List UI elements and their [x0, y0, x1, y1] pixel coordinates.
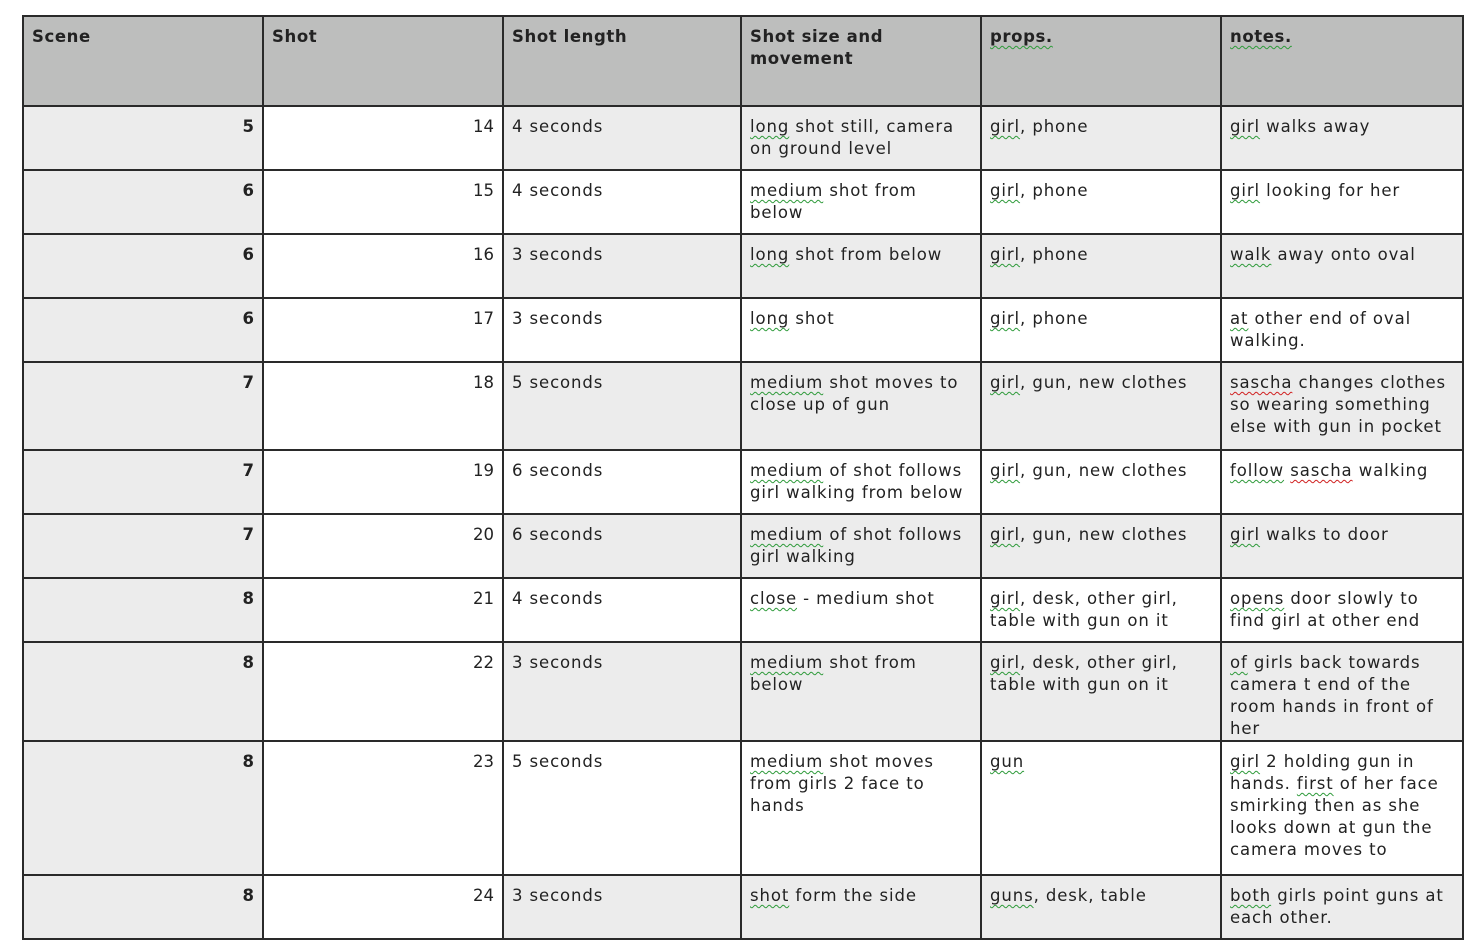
cell-text: , gun, new clothes [1020, 373, 1188, 392]
cell-text: shot moves from girls 2 face to hands [750, 752, 934, 815]
spellcheck-flagged-word: medium [750, 653, 824, 672]
header-notes [1221, 16, 1463, 106]
table-row [23, 106, 1463, 170]
cell-text: other end of oval walking. [1230, 309, 1412, 350]
cell-text: , phone [1020, 181, 1089, 200]
cell-text: , phone [1020, 309, 1089, 328]
spellcheck-flagged-word: opens [1230, 589, 1285, 608]
shot-cell: 15 [263, 170, 503, 234]
notes-cell [1221, 450, 1463, 514]
scene-cell: 7 [23, 514, 263, 578]
props-cell [981, 642, 1221, 741]
scene-cell: 6 [23, 298, 263, 362]
shot-cell: 17 [263, 298, 503, 362]
spellcheck-flagged-word: sascha [1230, 373, 1293, 392]
cell-text: of her face smirking then as she looks down at gun the camera moves to [1230, 774, 1439, 859]
shot-size-cell [741, 514, 981, 578]
spellcheck-flagged-word: girl [990, 525, 1021, 544]
table-row [23, 642, 1463, 741]
spellcheck-flagged-word: girl [1230, 181, 1261, 200]
cell-text: , gun, new clothes [1020, 525, 1188, 544]
scene-cell: 5 [23, 106, 263, 170]
props-cell [981, 450, 1221, 514]
shot-length-text: 5 seconds [512, 373, 604, 392]
cell-text: , desk, table [1033, 886, 1147, 905]
scene-cell: 8 [23, 875, 263, 939]
cell-text: changes clothes so wearing something else with gun in pocket [1230, 373, 1446, 436]
shot-size-cell [741, 450, 981, 514]
shot-length-text: 3 seconds [512, 653, 604, 672]
cell-text: shot from below [750, 653, 917, 694]
cell-text: girls back towards camera t end of the room hands in front of her [1230, 653, 1434, 738]
header-notes-label: notes. [1230, 27, 1292, 46]
shot-length-cell [503, 875, 741, 939]
notes-cell [1221, 875, 1463, 939]
spellcheck-flagged-word: guns [990, 886, 1034, 905]
table-row [23, 741, 1463, 875]
cell-text: shot still, camera on ground level [750, 117, 955, 158]
shot-length-text: 4 seconds [512, 589, 604, 608]
scene-cell: 7 [23, 362, 263, 450]
cell-text: girls point guns at each other. [1230, 886, 1444, 927]
table-row [23, 362, 1463, 450]
spellcheck-flagged-word: long [750, 117, 790, 136]
cell-text: shot moves to close up of gun [750, 373, 959, 414]
shot-length-cell [503, 106, 741, 170]
spellcheck-flagged-word: girl [990, 461, 1021, 480]
shot-cell: 22 [263, 642, 503, 741]
header-props [981, 16, 1221, 106]
table-body [23, 106, 1463, 939]
spellcheck-flagged-word: gun [990, 752, 1025, 771]
notes-cell [1221, 578, 1463, 642]
notes-cell [1221, 170, 1463, 234]
shot-length-cell [503, 741, 741, 875]
cell-text: away onto oval [1271, 245, 1416, 264]
shot-length-cell [503, 170, 741, 234]
spellcheck-flagged-word: long [750, 245, 790, 264]
table-row [23, 234, 1463, 298]
cell-text: walks to door [1260, 525, 1389, 544]
shot-cell: 23 [263, 741, 503, 875]
cell-text: walks away [1260, 117, 1371, 136]
spellcheck-flagged-word: long [750, 309, 790, 328]
shot-length-text: 4 seconds [512, 181, 604, 200]
props-cell [981, 298, 1221, 362]
spellcheck-flagged-word: girl [990, 373, 1021, 392]
shot-length-cell [503, 450, 741, 514]
cell-text: looking for her [1260, 181, 1401, 200]
cell-text: , desk, other girl, table with gun on it [990, 589, 1178, 630]
notes-cell [1221, 642, 1463, 741]
cell-text: , gun, new clothes [1020, 461, 1188, 480]
spellcheck-flagged-word: girl [990, 181, 1021, 200]
cell-text: , phone [1020, 117, 1089, 136]
shot-size-cell [741, 298, 981, 362]
props-cell [981, 362, 1221, 450]
shot-length-cell [503, 642, 741, 741]
notes-cell [1221, 298, 1463, 362]
props-cell [981, 234, 1221, 298]
shot-cell: 20 [263, 514, 503, 578]
shot-cell: 19 [263, 450, 503, 514]
shot-length-text: 6 seconds [512, 461, 604, 480]
shot-size-cell [741, 741, 981, 875]
spellcheck-flagged-word: girl [990, 117, 1021, 136]
shot-length-cell [503, 234, 741, 298]
table-header [23, 16, 1463, 106]
spellcheck-flagged-word: follow [1230, 461, 1285, 480]
scene-cell: 8 [23, 578, 263, 642]
shot-length-cell [503, 514, 741, 578]
header-props-label: props. [990, 27, 1053, 46]
props-cell [981, 741, 1221, 875]
shot-size-cell [741, 234, 981, 298]
cell-text: walking [1352, 461, 1429, 480]
notes-cell [1221, 106, 1463, 170]
spellcheck-flagged-word: walk [1230, 245, 1272, 264]
scene-cell: 8 [23, 741, 263, 875]
table-row [23, 578, 1463, 642]
shot-size-cell [741, 875, 981, 939]
spellcheck-flagged-word: girl [990, 309, 1021, 328]
cell-text: 2 holding gun in hands. [1230, 752, 1415, 793]
shot-size-cell [741, 106, 981, 170]
cell-text: shot from below [750, 181, 917, 222]
notes-cell [1221, 234, 1463, 298]
shot-cell: 14 [263, 106, 503, 170]
table-row [23, 514, 1463, 578]
spellcheck-flagged-word: girl [1230, 752, 1261, 771]
header-row [23, 16, 1463, 106]
props-cell [981, 106, 1221, 170]
notes-cell [1221, 514, 1463, 578]
spellcheck-flagged-word: girl [1230, 117, 1261, 136]
spellcheck-flagged-word: medium [750, 461, 824, 480]
spellcheck-flagged-word: at [1230, 309, 1249, 328]
spellcheck-flagged-word: both [1230, 886, 1272, 905]
shot-length-text: 4 seconds [512, 117, 604, 136]
shot-size-cell [741, 578, 981, 642]
header-shot-length: Shot length [503, 16, 741, 106]
spellcheck-flagged-word: girl [990, 589, 1021, 608]
shot-length-text: 5 seconds [512, 752, 604, 771]
table-row [23, 170, 1463, 234]
cell-text: , phone [1020, 245, 1089, 264]
shot-length-cell [503, 578, 741, 642]
shot-cell: 18 [263, 362, 503, 450]
shot-length-cell [503, 298, 741, 362]
shot-cell: 21 [263, 578, 503, 642]
cell-text: of shot follows girl walking [750, 525, 963, 566]
spellcheck-flagged-word: medium [750, 525, 824, 544]
shot-cell: 24 [263, 875, 503, 939]
cell-text: of shot follows girl walking from below [750, 461, 964, 502]
props-cell [981, 170, 1221, 234]
scene-cell: 7 [23, 450, 263, 514]
table-row [23, 875, 1463, 939]
spellcheck-flagged-word: medium [750, 181, 824, 200]
cell-text: shot from below [789, 245, 943, 264]
spellcheck-flagged-word: first [1296, 774, 1334, 793]
spellcheck-flagged-word: girl [990, 245, 1021, 264]
shot-list-table [22, 15, 1464, 940]
cell-text: door slowly to find girl at other end [1230, 589, 1421, 630]
spellcheck-flagged-word: medium [750, 373, 824, 392]
spellcheck-flagged-word: sascha [1290, 461, 1353, 480]
shot-size-cell [741, 170, 981, 234]
spellcheck-flagged-word: of [1230, 653, 1248, 672]
spellcheck-flagged-word: close [750, 589, 797, 608]
header-shot-size-movement: Shot size and movement [741, 16, 981, 106]
table-row [23, 450, 1463, 514]
spellcheck-flagged-word: girl [990, 653, 1021, 672]
notes-cell [1221, 741, 1463, 875]
scene-cell: 8 [23, 642, 263, 741]
spellcheck-flagged-word: medium [750, 752, 824, 771]
shot-length-text: 3 seconds [512, 886, 604, 905]
shot-length-cell [503, 362, 741, 450]
cell-text: , desk, other girl, table with gun on it [990, 653, 1178, 694]
shot-length-text: 6 seconds [512, 525, 604, 544]
scene-cell: 6 [23, 170, 263, 234]
header-shot: Shot [263, 16, 503, 106]
spellcheck-flagged-word: shot [750, 886, 790, 905]
notes-cell [1221, 362, 1463, 450]
cell-text: shot [789, 309, 835, 328]
props-cell [981, 514, 1221, 578]
cell-text: - medium shot [797, 589, 935, 608]
shot-size-cell [741, 642, 981, 741]
shot-length-text: 3 seconds [512, 309, 604, 328]
cell-text: form the side [789, 886, 917, 905]
props-cell [981, 578, 1221, 642]
shot-length-text: 3 seconds [512, 245, 604, 264]
props-cell [981, 875, 1221, 939]
spellcheck-flagged-word: girl [1230, 525, 1261, 544]
shot-size-cell [741, 362, 981, 450]
shot-cell: 16 [263, 234, 503, 298]
header-scene: Scene [23, 16, 263, 106]
table-row [23, 298, 1463, 362]
scene-cell: 6 [23, 234, 263, 298]
